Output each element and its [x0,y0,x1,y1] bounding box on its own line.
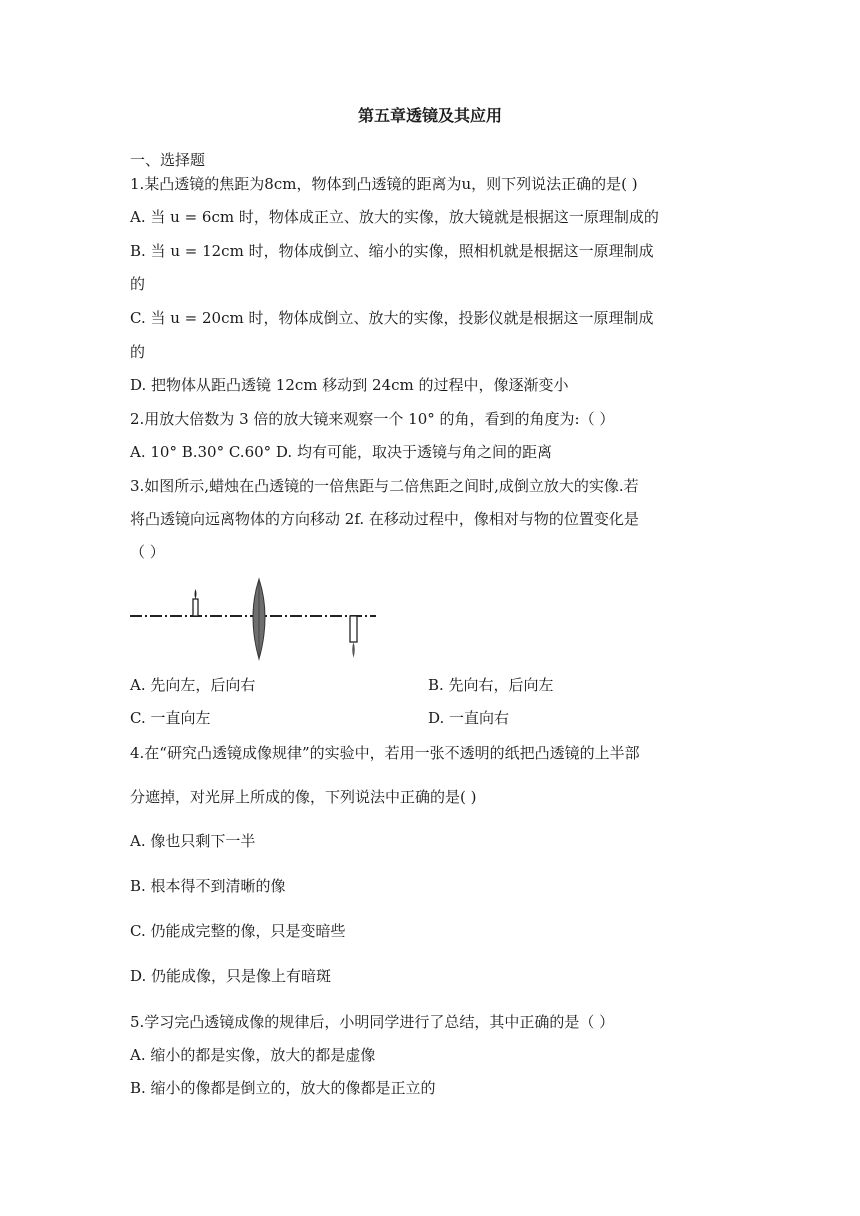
q4-option-a: A. 像也只剩下一半 [130,832,256,850]
q2-options: A. 10° B.30° C.60° D. 均有可能，取决于透镜与角之间的距离 [130,443,552,461]
q1-option-c-line2: 的 [130,343,146,361]
convex-lens [253,579,265,659]
q3-option-d: D. 一直向右 [428,709,510,727]
q3-stem-line1: 3.如图所示,蜡烛在凸透镜的一倍焦距与二倍焦距之间时,成倒立放大的实像.若 [130,477,639,495]
q1-option-d: D. 把物体从距凸透镜 12cm 移动到 24cm 的过程中，像逐渐变小 [130,376,569,394]
q5-stem: 5.学习完凸透镜成像的规律后，小明同学进行了总结，其中正确的是（ ） [130,1013,615,1031]
q3-option-c: C. 一直向左 [130,709,211,727]
candle-image-inverted [350,616,357,658]
q5-option-a: A. 缩小的都是实像，放大的都是虚像 [130,1046,376,1064]
q3-stem-line3: （ ） [130,543,165,561]
lens-candle-figure [128,576,380,662]
q1-option-b-line1: B. 当 u = 12cm 时，物体成倒立、缩小的实像，照相机就是根据这一原理制成 [130,242,654,260]
q2-stem: 2.用放大倍数为 3 倍的放大镜来观察一个 10° 的角，看到的角度为:（ ） [130,410,615,428]
q4-option-c: C. 仍能成完整的像，只是变暗些 [130,922,346,940]
q1-stem: 1.某凸透镜的焦距为8cm，物体到凸透镜的距离为u，则下列说法正确的是( ) [130,175,638,193]
q3-option-b: B. 先向右，后向左 [428,676,554,694]
q4-stem-line1: 4.在“研究凸透镜成像规律”的实验中，若用一张不透明的纸把凸透镜的上半部 [130,744,640,762]
page-title: 第五章透镜及其应用 [357,106,502,125]
q1-option-a: A. 当 u = 6cm 时，物体成正立、放大的实像，放大镜就是根据这一原理制成的 [130,208,659,226]
q4-option-b: B. 根本得不到清晰的像 [130,877,286,895]
section-heading: 一、选择题 [130,151,206,169]
q1-option-b-line2: 的 [130,275,146,293]
q3-option-a: A. 先向左，后向右 [130,676,256,694]
q3-stem-line2: 将凸透镜向远离物体的方向移动 2f. 在移动过程中，像相对与物的位置变化是 [130,510,639,528]
q5-option-b: B. 缩小的像都是倒立的，放大的像都是正立的 [130,1079,436,1097]
candle-object [193,589,198,616]
q1-option-c-line1: C. 当 u = 20cm 时，物体成倒立、放大的实像，投影仪就是根据这一原理制成 [130,309,654,327]
q4-stem-line2: 分遮掉，对光屏上所成的像，下列说法中正确的是( ) [130,788,477,806]
q4-option-d: D. 仍能成像，只是像上有暗斑 [130,967,332,985]
